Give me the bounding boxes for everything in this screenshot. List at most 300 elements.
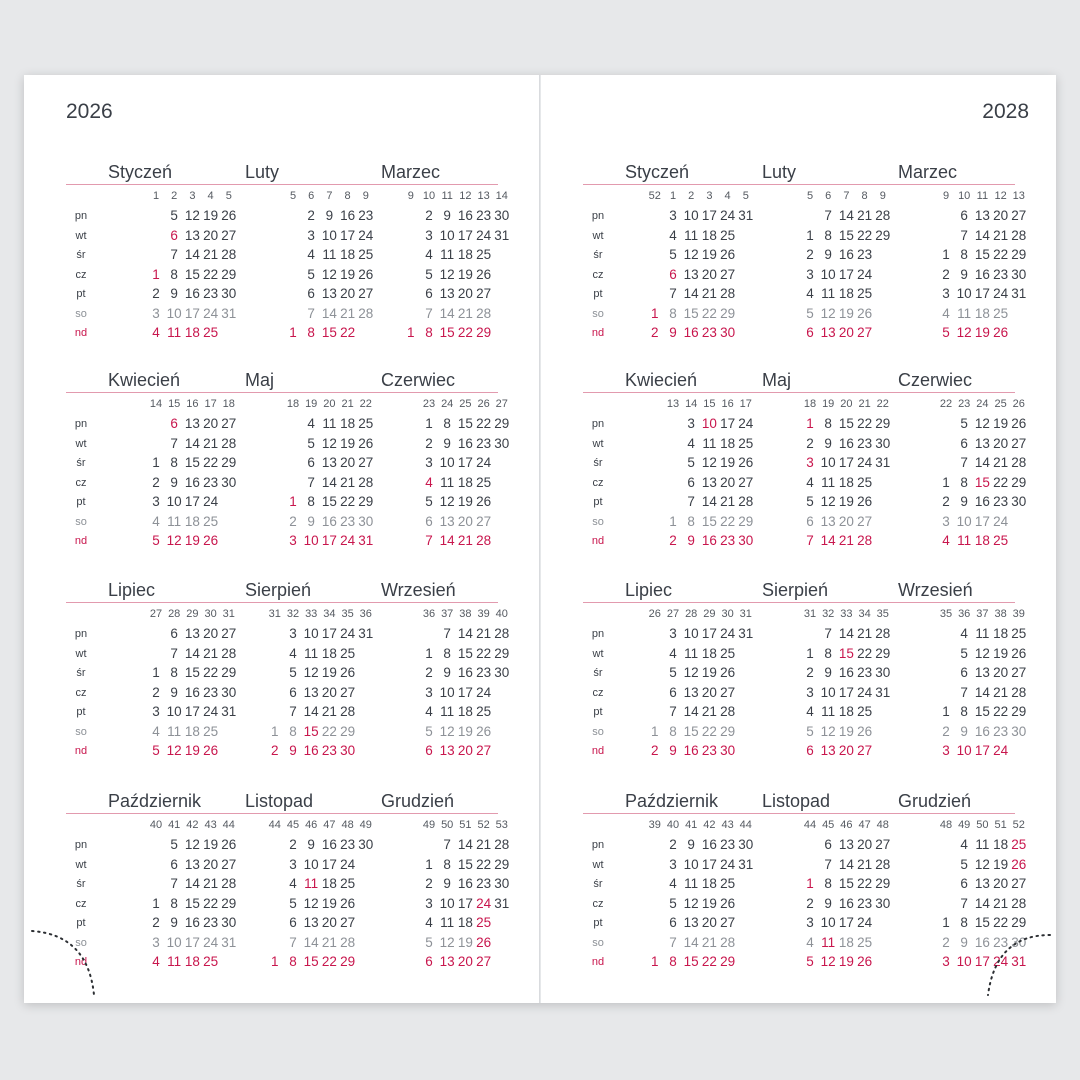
day-cell: 2 [806, 895, 814, 911]
weekday-label: pt [76, 288, 86, 300]
day-cell: 31 [358, 626, 374, 641]
day-cell: 10 [303, 533, 319, 548]
day-cell: 25 [340, 645, 356, 661]
month-block [381, 580, 511, 780]
day-cell: 1 [152, 895, 160, 911]
day-row [762, 685, 892, 704]
day-row [381, 915, 511, 934]
day-cell: 28 [1011, 684, 1027, 700]
day-cell: 10 [321, 227, 337, 243]
day-cell: 29 [1011, 915, 1027, 930]
day-cell: 18 [184, 325, 200, 340]
day-cell: 23 [857, 247, 873, 262]
day-row [898, 475, 1028, 494]
weekday-label: wt [592, 229, 604, 242]
day-cell: 20 [701, 915, 717, 930]
day-cell: 22 [476, 645, 492, 661]
day-cell: 18 [701, 227, 717, 243]
day-cell: 23 [720, 533, 736, 548]
week-number: 41 [685, 819, 698, 831]
day-cell: 13 [321, 455, 337, 470]
month-block [762, 580, 892, 780]
day-cell: 29 [340, 723, 356, 739]
day-cell: 23 [340, 513, 356, 529]
day-row [381, 646, 511, 665]
day-cell: 18 [321, 876, 337, 891]
day-cell: 22 [701, 305, 717, 321]
day-cell: 12 [439, 723, 455, 739]
month-name: Maj [245, 370, 275, 390]
day-cell: 17 [974, 513, 990, 529]
weekday-label: wt [75, 647, 87, 660]
week-number: 3 [706, 190, 713, 202]
day-row [898, 743, 1028, 762]
day-cell: 11 [975, 837, 990, 852]
week-number: 36 [958, 608, 971, 620]
week-number: 31 [268, 608, 281, 620]
day-cell: 8 [289, 954, 297, 969]
day-row [108, 665, 238, 684]
day-cell: 3 [942, 743, 950, 758]
day-row [898, 247, 1028, 266]
day-cell: 12 [321, 266, 337, 282]
day-cell: 20 [203, 626, 219, 641]
day-row [245, 935, 375, 954]
day-cell: 24 [857, 266, 873, 282]
week-numbers [762, 819, 892, 833]
day-row [108, 494, 238, 513]
day-cell: 3 [289, 856, 297, 872]
day-cell: 1 [942, 474, 950, 490]
day-row [625, 533, 755, 552]
week-number: 19 [305, 398, 318, 410]
day-cell: 18 [321, 645, 337, 661]
week-number: 4 [724, 190, 731, 202]
day-cell: 22 [203, 895, 219, 911]
day-cell: 14 [974, 684, 990, 700]
day-cell: 7 [307, 474, 315, 490]
week-numbers [245, 398, 375, 412]
day-row [108, 935, 238, 954]
weekday-label: cz [592, 897, 604, 910]
week-number: 21 [858, 398, 871, 410]
day-cell: 3 [806, 915, 814, 930]
day-cell: 23 [993, 934, 1009, 950]
day-cell: 30 [1011, 723, 1027, 739]
day-cell: 1 [271, 723, 279, 739]
day-cell: 9 [443, 435, 451, 451]
day-cell: 4 [806, 704, 814, 719]
week-number: 24 [976, 398, 989, 410]
day-cell: 11 [821, 286, 836, 301]
day-cell: 11 [702, 435, 717, 451]
day-row [245, 208, 375, 227]
weekday-label: so [75, 515, 87, 528]
day-cell: 30 [221, 684, 237, 700]
day-cell: 18 [184, 954, 200, 969]
day-cell: 27 [1011, 665, 1027, 680]
week-number: 28 [168, 608, 181, 620]
day-cell: 30 [738, 533, 754, 548]
day-cell: 3 [806, 684, 814, 700]
day-row [108, 837, 238, 856]
day-row [762, 724, 892, 743]
week-number: 40 [495, 608, 508, 620]
day-cell: 16 [184, 286, 200, 301]
day-cell: 17 [184, 494, 200, 509]
day-row [108, 646, 238, 665]
week-number: 2 [688, 190, 695, 202]
day-row [898, 533, 1028, 552]
day-cell: 18 [340, 247, 356, 262]
day-row [108, 286, 238, 305]
week-numbers [625, 819, 755, 833]
day-cell: 17 [340, 227, 356, 243]
week-numbers [108, 398, 238, 412]
day-cell: 30 [358, 513, 374, 529]
day-cell: 11 [821, 704, 836, 719]
day-cell: 25 [720, 227, 736, 243]
day-cell: 20 [838, 325, 854, 340]
day-cell: 8 [170, 455, 178, 470]
weekday-label: so [75, 307, 87, 320]
day-row [625, 455, 755, 474]
month-block [762, 791, 892, 991]
day-cell: 6 [687, 474, 695, 490]
day-cell: 24 [476, 684, 492, 700]
day-cell: 27 [738, 474, 754, 490]
week-number: 20 [840, 398, 853, 410]
day-row [898, 208, 1028, 227]
day-cell: 28 [358, 305, 374, 321]
day-cell: 28 [494, 837, 510, 852]
month-name: Styczeń [625, 162, 690, 182]
month-name: Styczeń [108, 162, 173, 182]
day-cell: 18 [457, 915, 473, 930]
day-cell: 10 [166, 934, 182, 950]
day-cell: 21 [476, 837, 492, 852]
month-block [762, 370, 892, 570]
day-cell: 17 [457, 227, 473, 243]
day-cell: 9 [824, 247, 832, 262]
week-number: 52 [648, 190, 661, 202]
day-row [381, 455, 511, 474]
day-row [245, 475, 375, 494]
week-number: 48 [341, 819, 354, 831]
week-numbers [762, 398, 892, 412]
day-cell: 1 [651, 305, 659, 321]
week-number: 22 [939, 398, 953, 410]
day-cell: 26 [476, 934, 492, 950]
day-cell: 13 [701, 474, 717, 490]
day-cell: 10 [956, 743, 972, 758]
day-cell: 6 [806, 743, 814, 758]
day-cell: 12 [820, 723, 836, 739]
day-row [762, 208, 892, 227]
day-cell: 14 [321, 474, 337, 490]
day-cell: 12 [184, 837, 200, 852]
day-cell: 7 [669, 934, 677, 950]
day-cell: 3 [669, 626, 677, 641]
day-cell: 22 [993, 915, 1009, 930]
week-number: 47 [858, 819, 871, 831]
day-cell: 16 [974, 494, 990, 509]
day-cell: 21 [838, 533, 854, 548]
day-cell: 28 [720, 934, 736, 950]
day-cell: 14 [683, 934, 699, 950]
day-cell: 26 [221, 208, 237, 223]
day-cell: 11 [440, 915, 455, 930]
day-cell: 23 [340, 837, 356, 852]
day-cell: 29 [221, 266, 237, 282]
weekday-label: nd [591, 745, 605, 757]
day-cell: 23 [321, 743, 337, 758]
day-cell: 24 [203, 305, 219, 321]
day-cell: 30 [494, 876, 510, 891]
month-block [898, 162, 1028, 362]
day-cell: 27 [358, 286, 374, 301]
day-cell: 25 [738, 435, 754, 451]
day-row [381, 325, 511, 344]
day-row [108, 208, 238, 227]
day-cell: 14 [974, 455, 990, 470]
day-cell: 20 [457, 743, 473, 758]
corner-dots-decoration [28, 925, 103, 1000]
day-cell: 1 [289, 494, 297, 509]
day-row [898, 267, 1028, 286]
day-cell: 10 [439, 684, 455, 700]
day-row [625, 915, 755, 934]
week-number: 27 [495, 398, 508, 410]
week-numbers [625, 608, 755, 622]
day-cell: 6 [806, 325, 814, 340]
day-cell: 16 [838, 247, 854, 262]
month-block [898, 580, 1028, 780]
day-row [762, 325, 892, 344]
weekday-label: pn [591, 418, 605, 430]
day-row [381, 685, 511, 704]
day-cell: 1 [425, 416, 433, 431]
day-cell: 17 [974, 286, 990, 301]
week-number: 32 [822, 608, 835, 620]
day-cell: 12 [683, 895, 699, 911]
day-cell: 29 [875, 416, 891, 431]
day-cell: 23 [203, 286, 219, 301]
day-cell: 20 [720, 474, 736, 490]
month-divider-rule [583, 184, 1015, 185]
week-number: 8 [861, 190, 868, 202]
day-cell: 30 [358, 837, 374, 852]
day-row [762, 475, 892, 494]
day-cell: 23 [857, 895, 873, 911]
day-cell: 20 [321, 915, 337, 930]
month-block [245, 370, 375, 570]
day-cell: 9 [170, 286, 178, 301]
day-cell: 22 [476, 856, 492, 872]
day-cell: 18 [184, 513, 200, 529]
week-number: 6 [825, 190, 832, 202]
month-divider-rule [66, 184, 498, 185]
day-cell: 22 [857, 227, 873, 243]
day-cell: 4 [942, 305, 950, 321]
day-cell: 8 [443, 645, 451, 661]
day-cell: 2 [307, 208, 315, 223]
day-cell: 14 [457, 626, 473, 641]
day-cell: 1 [942, 915, 950, 930]
week-number: 26 [648, 608, 661, 620]
day-cell: 20 [203, 227, 219, 243]
day-cell: 13 [184, 416, 200, 431]
day-cell: 16 [838, 435, 854, 451]
day-row [381, 743, 511, 762]
month-divider-rule [66, 813, 498, 814]
day-cell: 3 [152, 934, 160, 950]
day-cell: 11 [821, 934, 836, 950]
day-cell: 11 [975, 626, 990, 641]
day-cell: 9 [669, 325, 677, 340]
day-cell: 19 [457, 266, 473, 282]
day-cell: 2 [425, 435, 433, 451]
day-row [625, 954, 755, 973]
day-row [898, 306, 1028, 325]
day-row [625, 228, 755, 247]
month-block [381, 791, 511, 991]
day-cell: 27 [221, 626, 237, 641]
weekday-label: so [592, 307, 604, 320]
day-row [625, 743, 755, 762]
day-cell: 22 [701, 954, 717, 969]
day-cell: 12 [974, 645, 990, 661]
month-name: Lipiec [625, 580, 673, 600]
day-row [245, 267, 375, 286]
week-number: 11 [441, 190, 453, 202]
day-cell: 6 [669, 684, 677, 700]
day-cell: 9 [170, 474, 178, 490]
weekday-label: pt [76, 917, 86, 929]
day-cell: 20 [993, 876, 1009, 891]
day-row [108, 743, 238, 762]
day-cell: 13 [683, 266, 699, 282]
day-cell: 9 [325, 208, 334, 223]
day-cell: 5 [425, 723, 433, 739]
weekday-label: wt [75, 437, 87, 450]
day-cell: 27 [857, 325, 873, 340]
day-cell: 27 [476, 286, 492, 301]
month-block [108, 791, 238, 991]
day-cell: 16 [838, 895, 854, 911]
day-cell: 31 [221, 704, 237, 719]
week-number: 12 [994, 190, 1007, 202]
day-cell: 26 [476, 494, 492, 509]
week-number: 39 [1012, 608, 1025, 620]
week-number: 49 [958, 819, 971, 831]
day-cell: 9 [443, 665, 451, 680]
day-cell: 30 [1011, 934, 1027, 950]
day-cell: 5 [687, 455, 695, 470]
week-number: 39 [477, 608, 490, 620]
day-row [381, 954, 511, 973]
day-cell: 19 [340, 266, 356, 282]
day-cell: 1 [651, 723, 659, 739]
month-name: Maj [762, 370, 792, 390]
day-cell: 12 [820, 305, 836, 321]
day-cell: 26 [476, 723, 492, 739]
day-row [245, 533, 375, 552]
day-cell: 24 [857, 915, 873, 930]
day-cell: 18 [838, 704, 854, 719]
month-name: Grudzień [898, 791, 972, 811]
day-cell: 30 [738, 837, 754, 852]
week-number: 15 [168, 398, 181, 410]
weekday-label: nd [74, 535, 88, 547]
day-cell: 11 [684, 645, 699, 661]
day-cell: 13 [974, 876, 990, 891]
month-divider-rule [583, 813, 1015, 814]
weekday-label: pt [593, 706, 603, 718]
day-row [762, 455, 892, 474]
day-row [108, 436, 238, 455]
week-numbers [762, 190, 892, 204]
month-block [625, 580, 755, 780]
day-cell: 31 [738, 856, 754, 872]
week-number: 34 [858, 608, 871, 620]
week-number: 24 [441, 398, 454, 410]
day-cell: 10 [166, 305, 182, 321]
week-number: 14 [149, 398, 163, 410]
day-cell: 23 [857, 665, 873, 680]
week-number: 9 [942, 190, 950, 202]
day-cell: 3 [942, 954, 950, 969]
day-cell: 8 [824, 227, 832, 243]
day-cell: 6 [307, 455, 315, 470]
day-cell: 21 [701, 934, 717, 950]
day-cell: 6 [307, 286, 315, 301]
day-row [108, 455, 238, 474]
day-cell: 29 [720, 954, 736, 969]
day-row [762, 247, 892, 266]
day-cell: 30 [1011, 266, 1027, 282]
day-cell: 16 [457, 208, 473, 223]
day-cell: 4 [152, 325, 160, 340]
week-number: 53 [495, 819, 508, 831]
day-cell: 2 [271, 743, 279, 758]
day-cell: 17 [457, 684, 473, 700]
week-number: 2 [171, 190, 178, 202]
day-cell: 2 [425, 208, 433, 223]
day-cell: 26 [358, 435, 374, 451]
day-cell: 25 [993, 305, 1009, 321]
day-cell: 28 [1011, 895, 1027, 911]
day-cell: 20 [340, 286, 356, 301]
day-cell: 17 [701, 856, 717, 872]
weekday-label: wt [592, 858, 604, 871]
day-cell: 6 [170, 416, 178, 431]
day-cell: 14 [838, 626, 854, 641]
day-cell: 16 [974, 934, 990, 950]
week-number: 1 [669, 190, 677, 202]
day-cell: 5 [425, 266, 433, 282]
day-cell: 21 [857, 856, 873, 872]
day-row [898, 685, 1028, 704]
day-cell: 31 [358, 533, 374, 548]
day-cell: 19 [838, 494, 854, 509]
day-cell: 3 [152, 704, 160, 719]
day-cell: 19 [993, 856, 1009, 872]
week-number: 25 [994, 398, 1007, 410]
day-row [898, 514, 1028, 533]
day-row [108, 267, 238, 286]
day-cell: 15 [974, 704, 990, 719]
